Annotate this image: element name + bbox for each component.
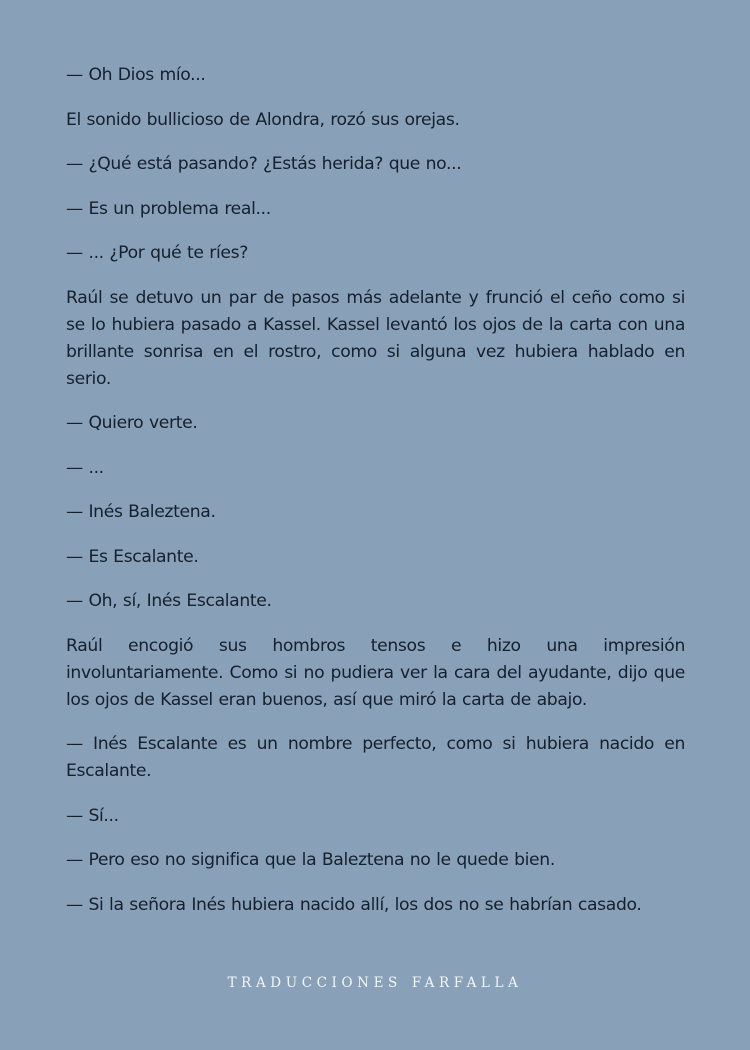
footer-word-1: TRADUCCIONES [227,975,402,991]
paragraph-dialogue: — Oh Dios mío... [66,65,206,85]
footer-watermark [0,975,750,991]
paragraph-dialogue: — Oh, sí, Inés Escalante. [66,591,272,611]
paragraph-dialogue: — ¿Qué está pasando? ¿Estás herida? que no... [66,154,462,174]
paragraph-dialogue: — Inés Baleztena. [66,502,216,522]
paragraph-narration: El sonido bullicioso de Alondra, rozó sus orejas. [66,109,460,130]
paragraph-dialogue: — Quiero verte. [66,413,198,433]
paragraph-dialogue: — Sí... [66,805,119,826]
paragraph-dialogue: — ... [66,457,104,478]
paragraph-dialogue: — Si la señora Inés hubiera nacido allí, los dos no se habrían casado. [66,894,642,915]
paragraph-dialogue: — Pero eso no significa que la Baleztena no le quede bien. [66,850,555,870]
paragraph-narration: Raúl se detuvo un par de pasos más adelante y frunció el ceño como si se lo hubiera pasado a Kassel. Kassel levantó los ojos de la carta con una brillante sonrisa en el rostro, como si alguna vez hubiera hablado en serio. [66,287,685,389]
paragraph-dialogue: — ... ¿Por qué te ríes? [66,243,248,263]
paragraph-dialogue: — Es Escalante. [66,546,199,567]
document-body [66,62,685,936]
paragraph-narration: Raúl encogió sus hombros tensos e hizo una impresión involuntariamente. Como si no pudiera ver la cara del ayudante, dijo que los ojos de Kassel eran buenos, así que miró la carta de abajo. [66,635,685,710]
footer-word-2: FARFALLA [411,975,523,991]
paragraph-dialogue: — Inés Escalante es un nombre perfecto, como si hubiera nacido en Escalante. [66,734,685,781]
paragraph-dialogue: — Es un problema real... [66,198,271,219]
